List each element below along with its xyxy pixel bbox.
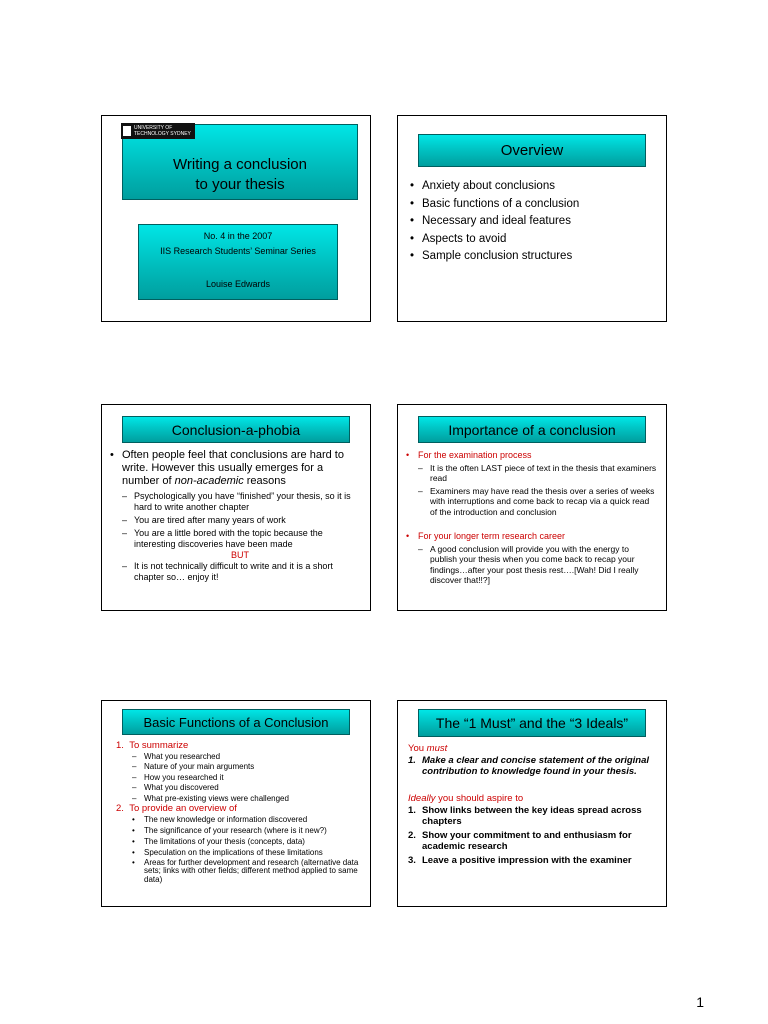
list-item: – It is the often LAST piece of text in the thesis that examiners read bbox=[418, 463, 658, 484]
slide-heading: Overview bbox=[500, 142, 564, 159]
list-item: • Sample conclusion structures bbox=[410, 248, 579, 266]
but-text: BUT bbox=[231, 550, 249, 560]
list-item: – How you researched it bbox=[132, 773, 364, 784]
slide-heading: Basic Functions of a Conclusion bbox=[143, 714, 329, 730]
list-item: • Areas for further development and research (alternative data sets; links with other fields; different method applied to same data) bbox=[132, 859, 364, 885]
slide-title-banner bbox=[418, 709, 646, 737]
list-item: – Psychologically you have “finished” your thesis, so it is hard to write another chapter bbox=[122, 491, 358, 513]
ideal-item: 2. Show your commitment to and enthusiasm for academic research bbox=[408, 830, 632, 852]
slide-heading: Conclusion-a-phobia bbox=[171, 421, 301, 438]
slide-heading: Importance of a conclusion bbox=[448, 421, 616, 438]
ideal-heading: Ideally you should aspire to bbox=[408, 793, 524, 804]
ideal-item: 3. Leave a positive impression with the examiner bbox=[408, 855, 632, 866]
list-item: – What you researched bbox=[132, 752, 364, 763]
list-item: – Examiners may have read the thesis over a series of weeks with interruptions and come back to recap via a quick read of the introduction and conclusion bbox=[418, 486, 658, 518]
series-line: IIS Research Students’ Seminar Series bbox=[160, 246, 316, 256]
list-item: • Necessary and ideal features bbox=[410, 213, 579, 231]
list-item: • The significance of your research (where is it new?) bbox=[132, 826, 364, 836]
series-line: No. 4 in the 2007 bbox=[203, 231, 273, 241]
list-item: • Often people feel that conclusions are hard to write. However this usually emerges for a number of non-academic reasons bbox=[110, 449, 358, 488]
list-item: – You are tired after many years of work bbox=[122, 515, 358, 526]
list-item: • Basic functions of a conclusion bbox=[410, 196, 579, 214]
slide-title-banner bbox=[122, 709, 350, 735]
page-number: 1 bbox=[696, 994, 704, 1010]
logo-line: TECHNOLOGY SYDNEY bbox=[134, 131, 191, 137]
list-item: – What pre-existing views were challenged bbox=[132, 794, 364, 805]
slide-heading: The “1 Must” and the “3 Ideals” bbox=[435, 715, 629, 731]
author-name: Louise Edwards bbox=[205, 279, 271, 289]
bullet-list bbox=[410, 178, 579, 266]
numbered-item: 2. To provide an overview of bbox=[116, 803, 237, 814]
ideal-item: 1. Show links between the key ideas spread across chapters bbox=[408, 805, 642, 827]
list-item: – It is not technically difficult to write and it is a short chapter so… enjoy it! bbox=[122, 561, 358, 583]
logo-line: UNIVERSITY OF bbox=[134, 125, 173, 131]
list-item: – A good conclusion will provide you with the energy to publish your thesis when you come back to recap your findings…after your post thesis rest….[Wah! Did I really discover that!!?] bbox=[418, 544, 658, 586]
uts-logo bbox=[121, 123, 195, 139]
slide-overview bbox=[397, 115, 667, 322]
list-item: • The limitations of your thesis (concepts, data) bbox=[132, 837, 364, 847]
list-item: – You are a little bored with the topic because the interesting discoveries have been made bbox=[122, 528, 358, 550]
slide-title-line: Writing a conclusion bbox=[173, 156, 307, 173]
list-item: • Speculation on the implications of these limitations bbox=[132, 848, 364, 858]
section-heading: • For the examination process bbox=[406, 450, 658, 461]
slide-title bbox=[101, 115, 371, 322]
section-heading: • For your longer term research career bbox=[406, 531, 658, 542]
slide-importance bbox=[397, 404, 667, 611]
slide-title-banner bbox=[418, 134, 646, 167]
list-item: – What you discovered bbox=[132, 783, 364, 794]
must-item: 1. Make a clear and concise statement of the original contribution to knowledge found in your thesis. bbox=[408, 755, 650, 777]
slide-title-banner bbox=[122, 416, 350, 443]
subtitle-box bbox=[138, 224, 338, 300]
list-item: – Nature of your main arguments bbox=[132, 762, 364, 773]
slide-must-ideals bbox=[397, 700, 667, 907]
must-heading: You must bbox=[408, 743, 448, 754]
slide-title-line: to your thesis bbox=[195, 176, 285, 193]
list-item: • The new knowledge or information discovered bbox=[132, 815, 364, 825]
slide-conclusion-a-phobia bbox=[101, 404, 371, 611]
list-item: • Aspects to avoid bbox=[410, 231, 579, 249]
slide-basic-functions bbox=[101, 700, 371, 907]
slide-title-banner bbox=[418, 416, 646, 443]
uts-crest-icon bbox=[123, 126, 131, 136]
numbered-item: 1. To summarize bbox=[116, 740, 189, 751]
list-item: • Anxiety about conclusions bbox=[410, 178, 579, 196]
title-banner bbox=[122, 124, 358, 200]
